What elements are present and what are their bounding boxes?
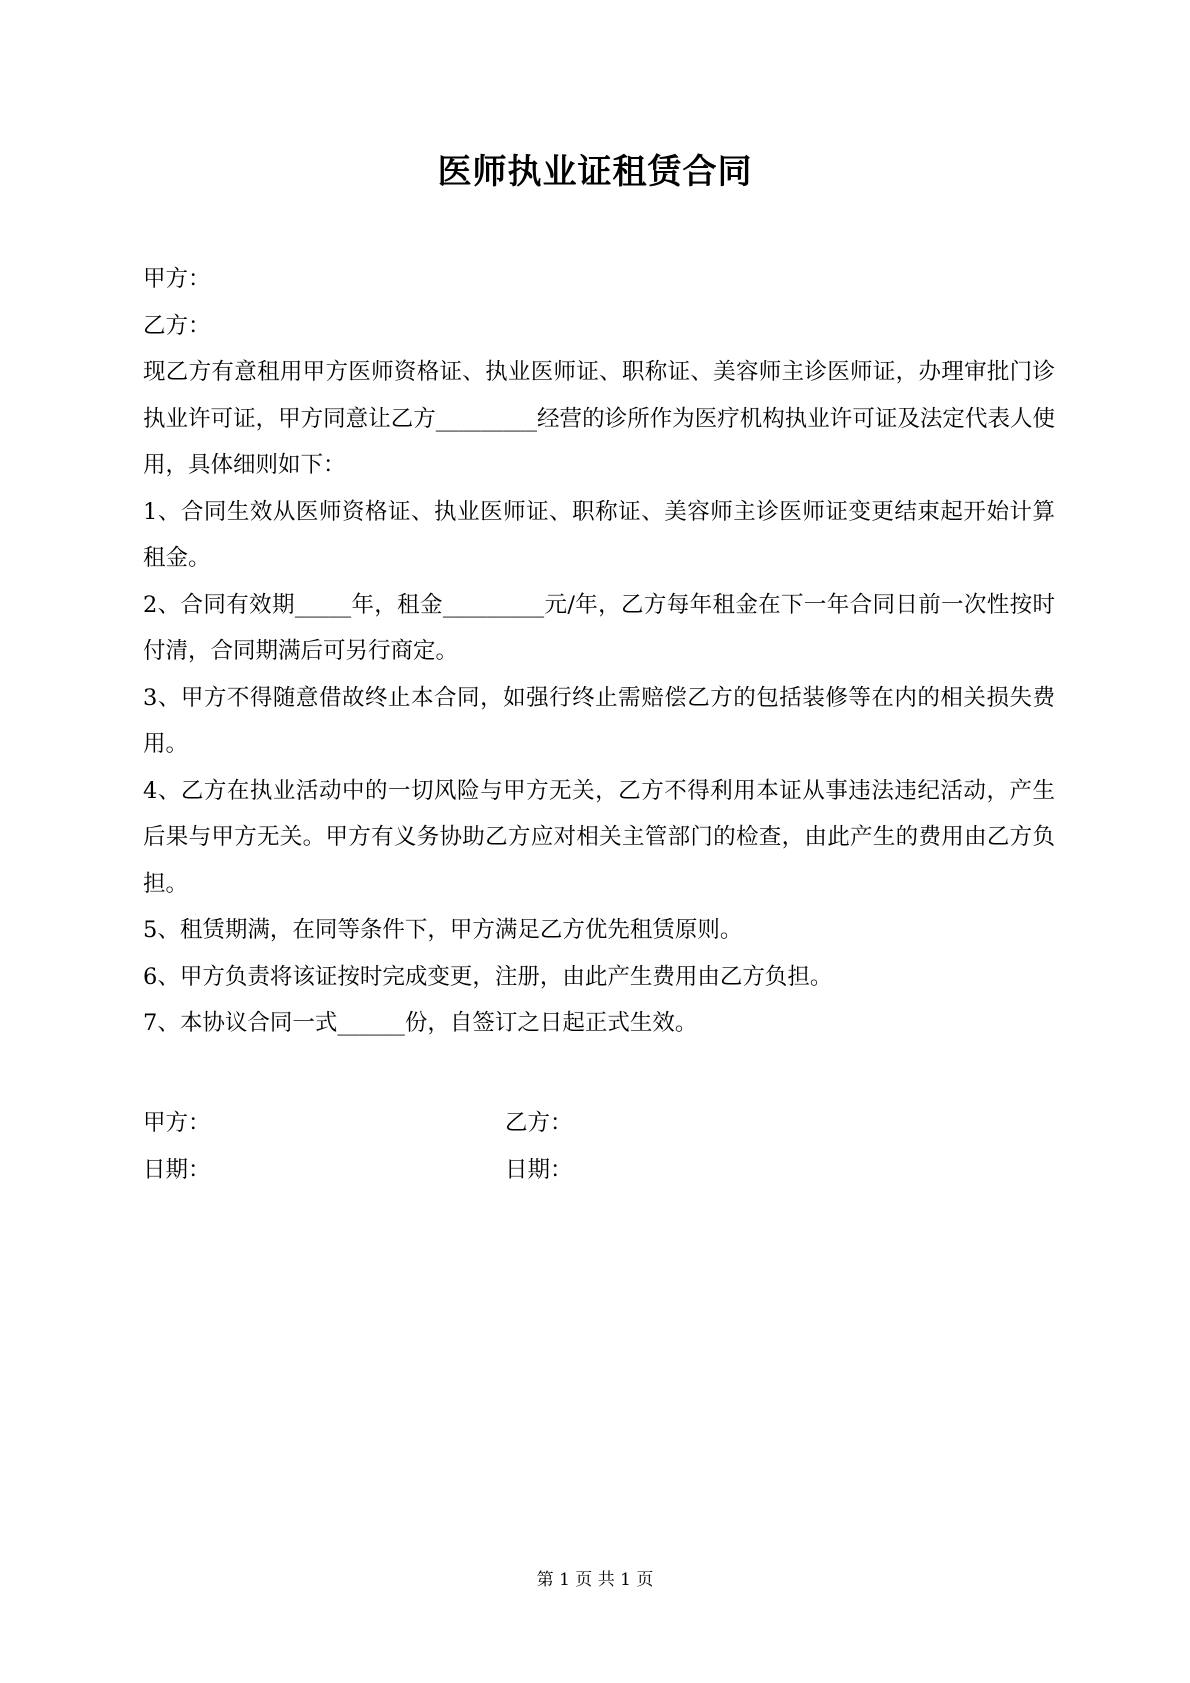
clause-4: 4、乙方在执业活动中的一切风险与甲方无关，乙方不得利用本证从事违法违纪活动，产生后果与甲方无关。甲方有义务协助乙方应对相关主管部门的检查，由此产生的费用由乙方负担。 — [143, 777, 1055, 897]
signature-date-a: 日期： — [143, 1156, 211, 1183]
signature-date-b: 日期： — [505, 1156, 573, 1183]
signature-block — [143, 1100, 1055, 1193]
intro-paragraph: 现乙方有意租用甲方医师资格证、执业医师证、职称证、美容师主诊医师证，办理审批门诊执业许可证，甲方同意让乙方_________经营的诊所作为医疗机构执业许可证及法定代表人使用，具体细则如下： — [143, 359, 1055, 478]
clause-6: 6、甲方负责将该证按时完成变更，注册，由此产生费用由乙方负担。 — [143, 963, 833, 990]
contract-body — [143, 256, 1055, 1047]
clause-1: 1、合同生效从医师资格证、执业医师证、职称证、美容师主诊医师证变更结束起开始计算租金。 — [143, 498, 1055, 571]
clause-5: 5、租赁期满，在同等条件下，甲方满足乙方优先租赁原则。 — [143, 917, 743, 943]
signature-row-parties — [143, 1100, 1055, 1147]
signature-party-b: 乙方： — [505, 1110, 573, 1136]
signature-party-a: 甲方： — [143, 1110, 211, 1136]
clause-3: 3、甲方不得随意借故终止本合同，如强行终止需赔偿乙方的包括装修等在内的相关损失费用。 — [143, 684, 1055, 757]
party-b-line: 乙方： — [143, 312, 211, 339]
document-title: 医师执业证租赁合同 — [437, 152, 753, 192]
signature-row-dates — [143, 1147, 1055, 1194]
clause-7: 7、本协议合同一式______份，自签订之日起正式生效。 — [143, 1010, 698, 1036]
clause-2: 2、合同有效期_____年，租金_________元/年，乙方每年租金在下一年合同日前一次性按时付清，合同期满后可另行商定。 — [143, 591, 1055, 664]
party-a-line: 甲方： — [143, 266, 211, 292]
page-number-footer: 第 1 页 共 1 页 — [536, 1570, 654, 1590]
